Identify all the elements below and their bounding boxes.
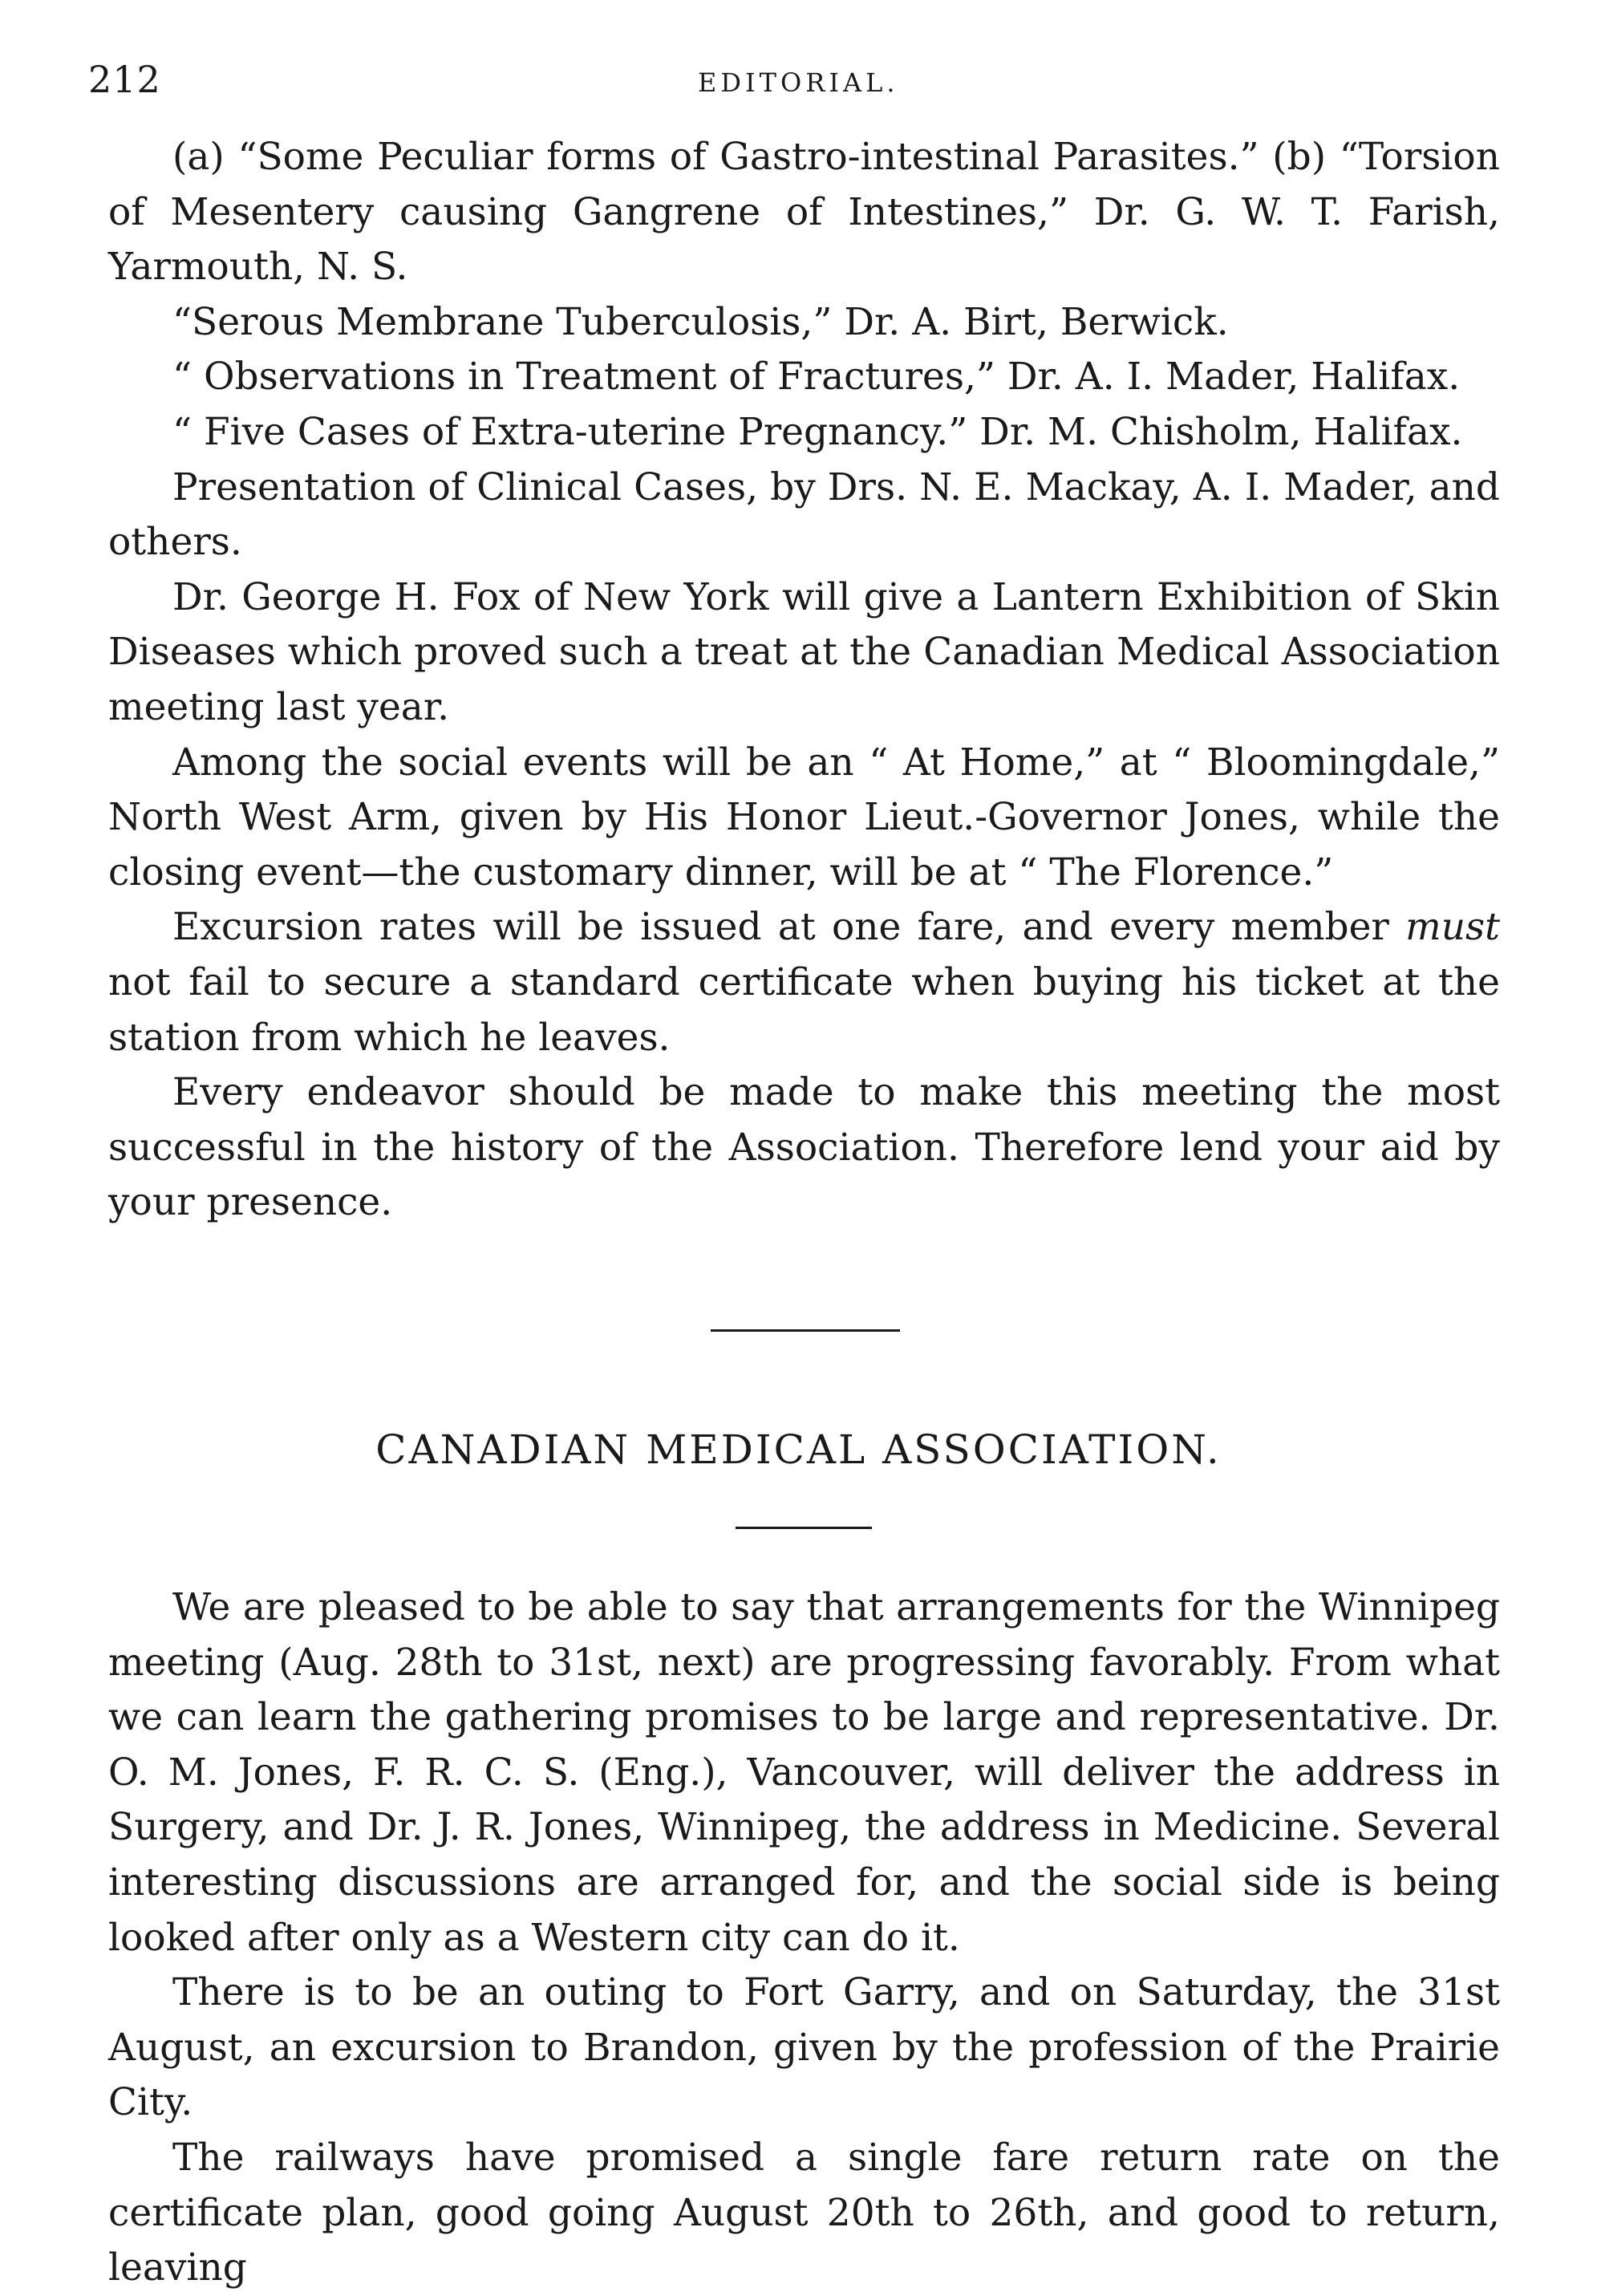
paragraph-closing-appeal: Every endeavor should be made to make this meeting the most successful in the history of the Association. Therefore lend your aid by your presence. <box>108 1070 1500 1225</box>
article-heading: CANADIAN MEDICAL ASSOCIATION. <box>375 1426 1222 1473</box>
excursion-text-after: not fail to secure a standard certificate when buying his ticket at the station from which he leaves. <box>108 959 1500 1060</box>
section-divider-bottom <box>736 1527 872 1529</box>
article-body <box>108 1580 1500 2296</box>
section-divider-top <box>711 1329 900 1332</box>
paragraph-winnipeg-meeting: We are pleased to be able to say that arrangements for the Winnipeg meeting (Aug. 28th to 31st, next) are progressing favorably. From what we can learn the gathering promises to be large and representative. Dr. O. M. Jones, F. R. C. S. (Eng.), Vancouver, will deliver the address in Surgery, and Dr. J. R. Jones, Winnipeg, the address in Medicine. Several interesting discussions are arranged for, and the social side is being looked after only as a Western city can do it. <box>108 1585 1500 1960</box>
running-head <box>88 58 1500 114</box>
paragraph-railway-rates: The railways have promised a single fare return rate on the certificate plan, good going August 20th to 26th, and good to return, leaving <box>108 2135 1500 2290</box>
editorial-continuation <box>108 130 1500 1231</box>
paragraph-lantern-exhibition: Dr. George H. Fox of New York will give a Lantern Exhibition of Skin Diseases which proved such a treat at the Canadian Medical Association meeting last year. <box>108 574 1500 729</box>
program-item-clinical-cases: Presentation of Clinical Cases, by Drs. N. E. Mackay, A. I. Mader, and others. <box>108 464 1500 565</box>
running-section-title: EDITORIAL. <box>698 67 899 98</box>
paragraph-outing: There is to be an outing to Fort Garry, and on Saturday, the 31st August, an excursion to Brandon, given by the profession of the Prairie City. <box>108 1970 1500 2125</box>
paragraph-social-events: Among the social events will be an “ At Home,” at “ Bloomingdale,” North West Arm, given by His Honor Lieut.-Governor Jones, while the closing event—the customary dinner, will be at “ The Florence.” <box>108 740 1500 894</box>
page-number: 212 <box>88 58 161 101</box>
excursion-text-before: Excursion rates will be issued at one fare, and every member <box>172 905 1406 950</box>
program-item-birt: “Serous Membrane Tuberculosis,” Dr. A. Birt, Berwick. <box>172 299 1229 344</box>
paragraph-excursion-rates <box>108 900 1500 1065</box>
program-item-farish: (a) “Some Peculiar forms of Gastro-intestinal Parasites.” (b) “Torsion of Mesentery causing Gangrene of Intestines,” Dr. G. W. T. Farish, Yarmouth, N. S. <box>108 135 1500 290</box>
program-item-chisholm: “ Five Cases of Extra-uterine Pregnancy.” Dr. M. Chisholm, Halifax. <box>172 409 1463 454</box>
program-item-mader: “ Observations in Treatment of Fractures,” Dr. A. I. Mader, Halifax. <box>172 355 1461 400</box>
excursion-emphasis: must <box>1405 905 1500 950</box>
